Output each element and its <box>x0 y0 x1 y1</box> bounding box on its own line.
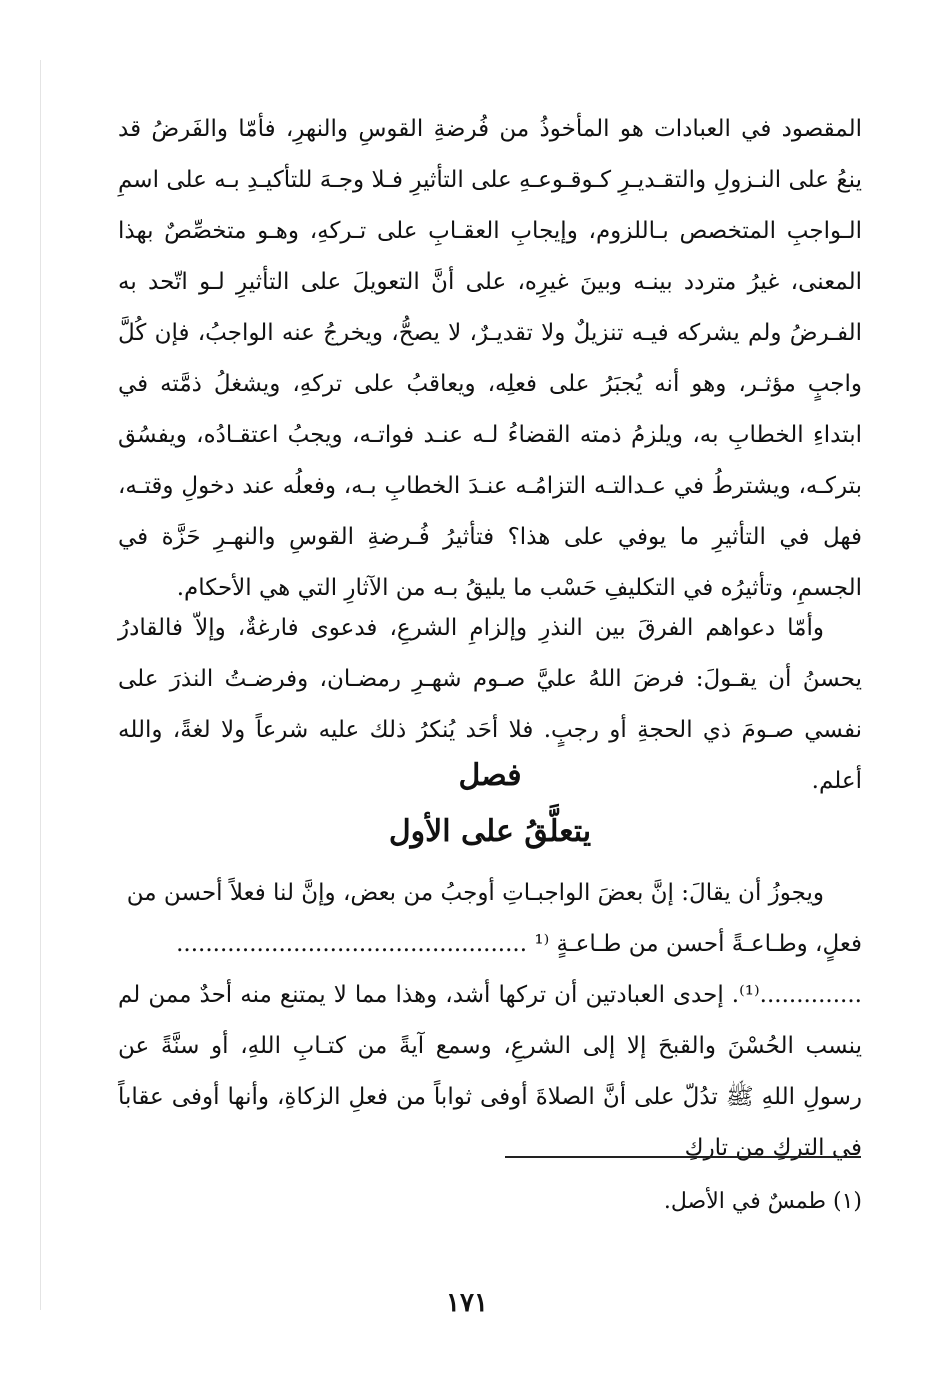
paragraph-text: المقصود في العبادات هو المأخوذُ من فُرضةِ القوسِ والنهرِ، فأمّا والفَرضُ قد ينعُ على النـزولِ والتقـديـرِ كـوقـوعـهِ على التأثيرِ فـلا وجـهَ للتأكيـدِ بـه على اسمِ الـواجبِ المتخصص بـاللزوم، وإيجابِ العقـابِ على تـركهِ، وهـو متخصِّصٌ بهذا المعنى، غيرُ متردد بينـه وبينَ غيرِه، على أنَّ التعويلَ على التأثيرِ لـو اتّحد به الفـرضُ ولم يشركه فيـه تنزيلٌ ولا تقديـرٌ، لا يصحُّ، ويخرجُ عنه الواجبُ، فإن كُلَّ واجبٍ مؤثـر، وهو أنه يُجبَرُ على فعلِه، ويعاقبُ على تركهِ، ويشغلُ ذمَّته في ابتداءِ الخطابِ به، ويلزمُ ذمته القضاءُ لـه عنـد فواتـه، ويجبُ اعتقـادُه، ويفسُق بتركـه، ويشترطُ في عـدالتـه التزامُـه عنـدَ الخطابِ بـه، وفعلُه عند دخولِ وقتـه، فهل في التأثيرِ ما يوفي على هذا؟ فتأثيرُ فُـرضةِ القوسِ والنهـرِ حَزَّة في الجسمِ، وتأثيرُه في التكليفِ حَسْب ما يليقُ بـه من الآثارِ التي هي الأحكام. <box>118 116 862 601</box>
body-paragraph-3 <box>118 868 862 1174</box>
page-edge-line <box>40 60 41 1310</box>
paragraph-text: وأمّا دعواهم الفرقَ بين النذرِ وإلزامِ الشرعِ، فدعوى فارغةٌ، وإلاّ فالقادرُ يحسنُ أن يقـولَ: فرضَ اللهُ عليَّ صـوم شهـرِ رمضـان، وفرضـتُ النذرَ على نفسي صـومَ ذي الحجةِ أو رجبٍ. فلا أحَد يُنكرُ ذلك عليه شرعاً ولا لغةً، والله أعلم. <box>118 615 862 794</box>
body-paragraph-1 <box>118 104 862 614</box>
section-subheading: يتعلَّقُ على الأول <box>388 814 592 849</box>
page-number: ١٧١ <box>446 1288 488 1318</box>
footnote-divider <box>505 1156 861 1158</box>
paragraph-line-1: ويجوزُ أن يقالَ: إنَّ بعضَ الواجبـاتِ أوجبُ من بعض، وإنَّ لنا فعلاً أحسن من <box>126 880 824 906</box>
footnote: (١) طمسٌ في الأصل. <box>663 1189 862 1214</box>
paragraph-line-2: فعلٍ، وطـاعـةً أحسن من طـاعـةٍ ⁽¹ ................................................ <box>176 931 862 957</box>
paragraph-line-3: ..............⁽¹⁾. إحدى العبادتين أن تركها أشد، وهذا مما لا يمتنع منه أحدٌ ممن لم ينسب الحُسْنَ والقبحَ إلا إلى الشرعِ، وسمع آيةً من كتـابِ اللهِ، أو سنَّةً عن رسولِ اللهِ ﷺ تدُلّ على أنَّ الصلاةَ أوفى ثواباً من فعلِ الزكاةِ، وأنها أوفى عقاباً في التركِ من تاركِ <box>118 982 862 1161</box>
section-heading: فصل <box>458 758 522 793</box>
